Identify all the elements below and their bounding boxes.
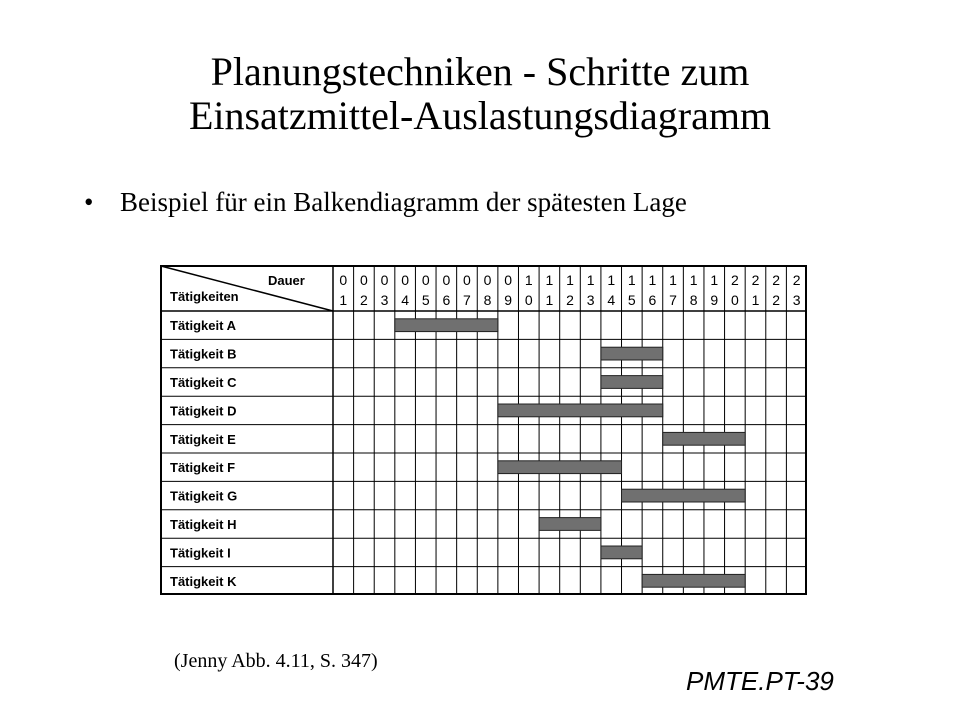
column-label-bottom: 4 [607,292,616,308]
column-label-top: 0 [360,272,368,288]
column-label-top: 2 [772,272,780,288]
column-label-top: 0 [421,272,430,288]
column-label-top: 1 [710,272,719,288]
column-label-bottom: 2 [360,292,368,308]
task-label: Tätigkeit F [170,460,236,476]
column-label-bottom: 1 [545,292,554,308]
column-label-bottom: 5 [627,292,636,308]
task-bar [622,489,746,502]
column-label-bottom: 3 [586,292,595,308]
column-label-top: 1 [524,272,533,288]
column-label-bottom: 5 [421,292,430,308]
column-label-bottom: 8 [689,292,698,308]
column-label-bottom: 8 [483,292,492,308]
column-label-bottom: 2 [566,292,574,308]
header-activity-label: Tätigkeiten [170,289,239,304]
column-label-top: 2 [751,272,760,288]
column-label-top: 0 [339,272,348,288]
column-label-bottom: 9 [504,292,513,308]
task-label: Tätigkeit C [170,375,237,390]
task-label: Tätigkeit G [170,488,238,504]
task-label: Tätigkeit H [170,517,237,532]
column-label-top: 1 [648,272,657,288]
task-bar [601,546,642,559]
column-label-bottom: 7 [463,292,471,308]
gantt-chart-svg [160,265,807,595]
header-duration-label: Dauer [268,273,305,288]
column-label-top: 2 [792,272,801,288]
task-label: Tätigkeit D [170,403,237,419]
task-label: Tätigkeit E [170,431,236,447]
column-label-bottom: 0 [524,292,533,308]
bullet-text: Beispiel für ein Balkendiagramm der spätesten Lage [120,187,687,217]
task-label: Tätigkeit A [170,318,236,334]
gantt-chart [160,265,807,595]
column-label-bottom: 1 [751,292,760,308]
slide-title-line-2: Einsatzmittel-Auslastungsdiagramm [188,93,772,138]
source-caption: (Jenny Abb. 4.11, S. 347) [174,650,378,672]
task-label: Tätigkeit K [170,573,237,589]
column-label-top: 0 [401,272,410,288]
column-label-bottom: 6 [442,292,451,308]
column-label-top: 1 [669,272,677,288]
column-label-top: 1 [627,272,636,288]
column-label-bottom: 3 [380,292,389,308]
bullet-item [84,186,687,218]
column-label-top: 1 [607,272,616,288]
column-label-bottom: 6 [648,292,657,308]
column-label-top: 1 [586,272,595,288]
column-label-top: 1 [689,272,698,288]
column-label-bottom: 3 [792,292,801,308]
bullet-icon: • [84,187,94,217]
task-bar [663,432,745,445]
column-label-top: 0 [380,272,389,288]
slide-title-line-1: Planungstechniken - Schritte zum [210,49,750,94]
column-label-top: 0 [442,272,451,288]
task-bar [601,376,663,389]
column-label-bottom: 0 [730,292,739,308]
column-label-top: 2 [730,272,739,288]
column-label-top: 0 [463,272,471,288]
task-bar [642,574,745,587]
column-label-bottom: 2 [772,292,780,308]
column-label-top: 1 [545,272,554,288]
column-label-top: 0 [483,272,492,288]
column-label-bottom: 4 [401,292,410,308]
column-label-top: 1 [566,272,574,288]
column-label-bottom: 7 [669,292,677,308]
task-bar [498,404,663,417]
slide-title [0,50,960,138]
slide-id: PMTE.PT-39 [686,666,834,696]
task-bar [539,518,601,531]
column-label-top: 0 [504,272,513,288]
task-bar [395,319,498,332]
column-label-bottom: 1 [339,292,348,308]
task-bar [498,461,622,474]
column-label-bottom: 9 [710,292,719,308]
task-label: Tätigkeit I [170,545,231,561]
gantt-frame [161,266,806,594]
task-bar [601,347,663,360]
task-label: Tätigkeit B [170,346,237,362]
